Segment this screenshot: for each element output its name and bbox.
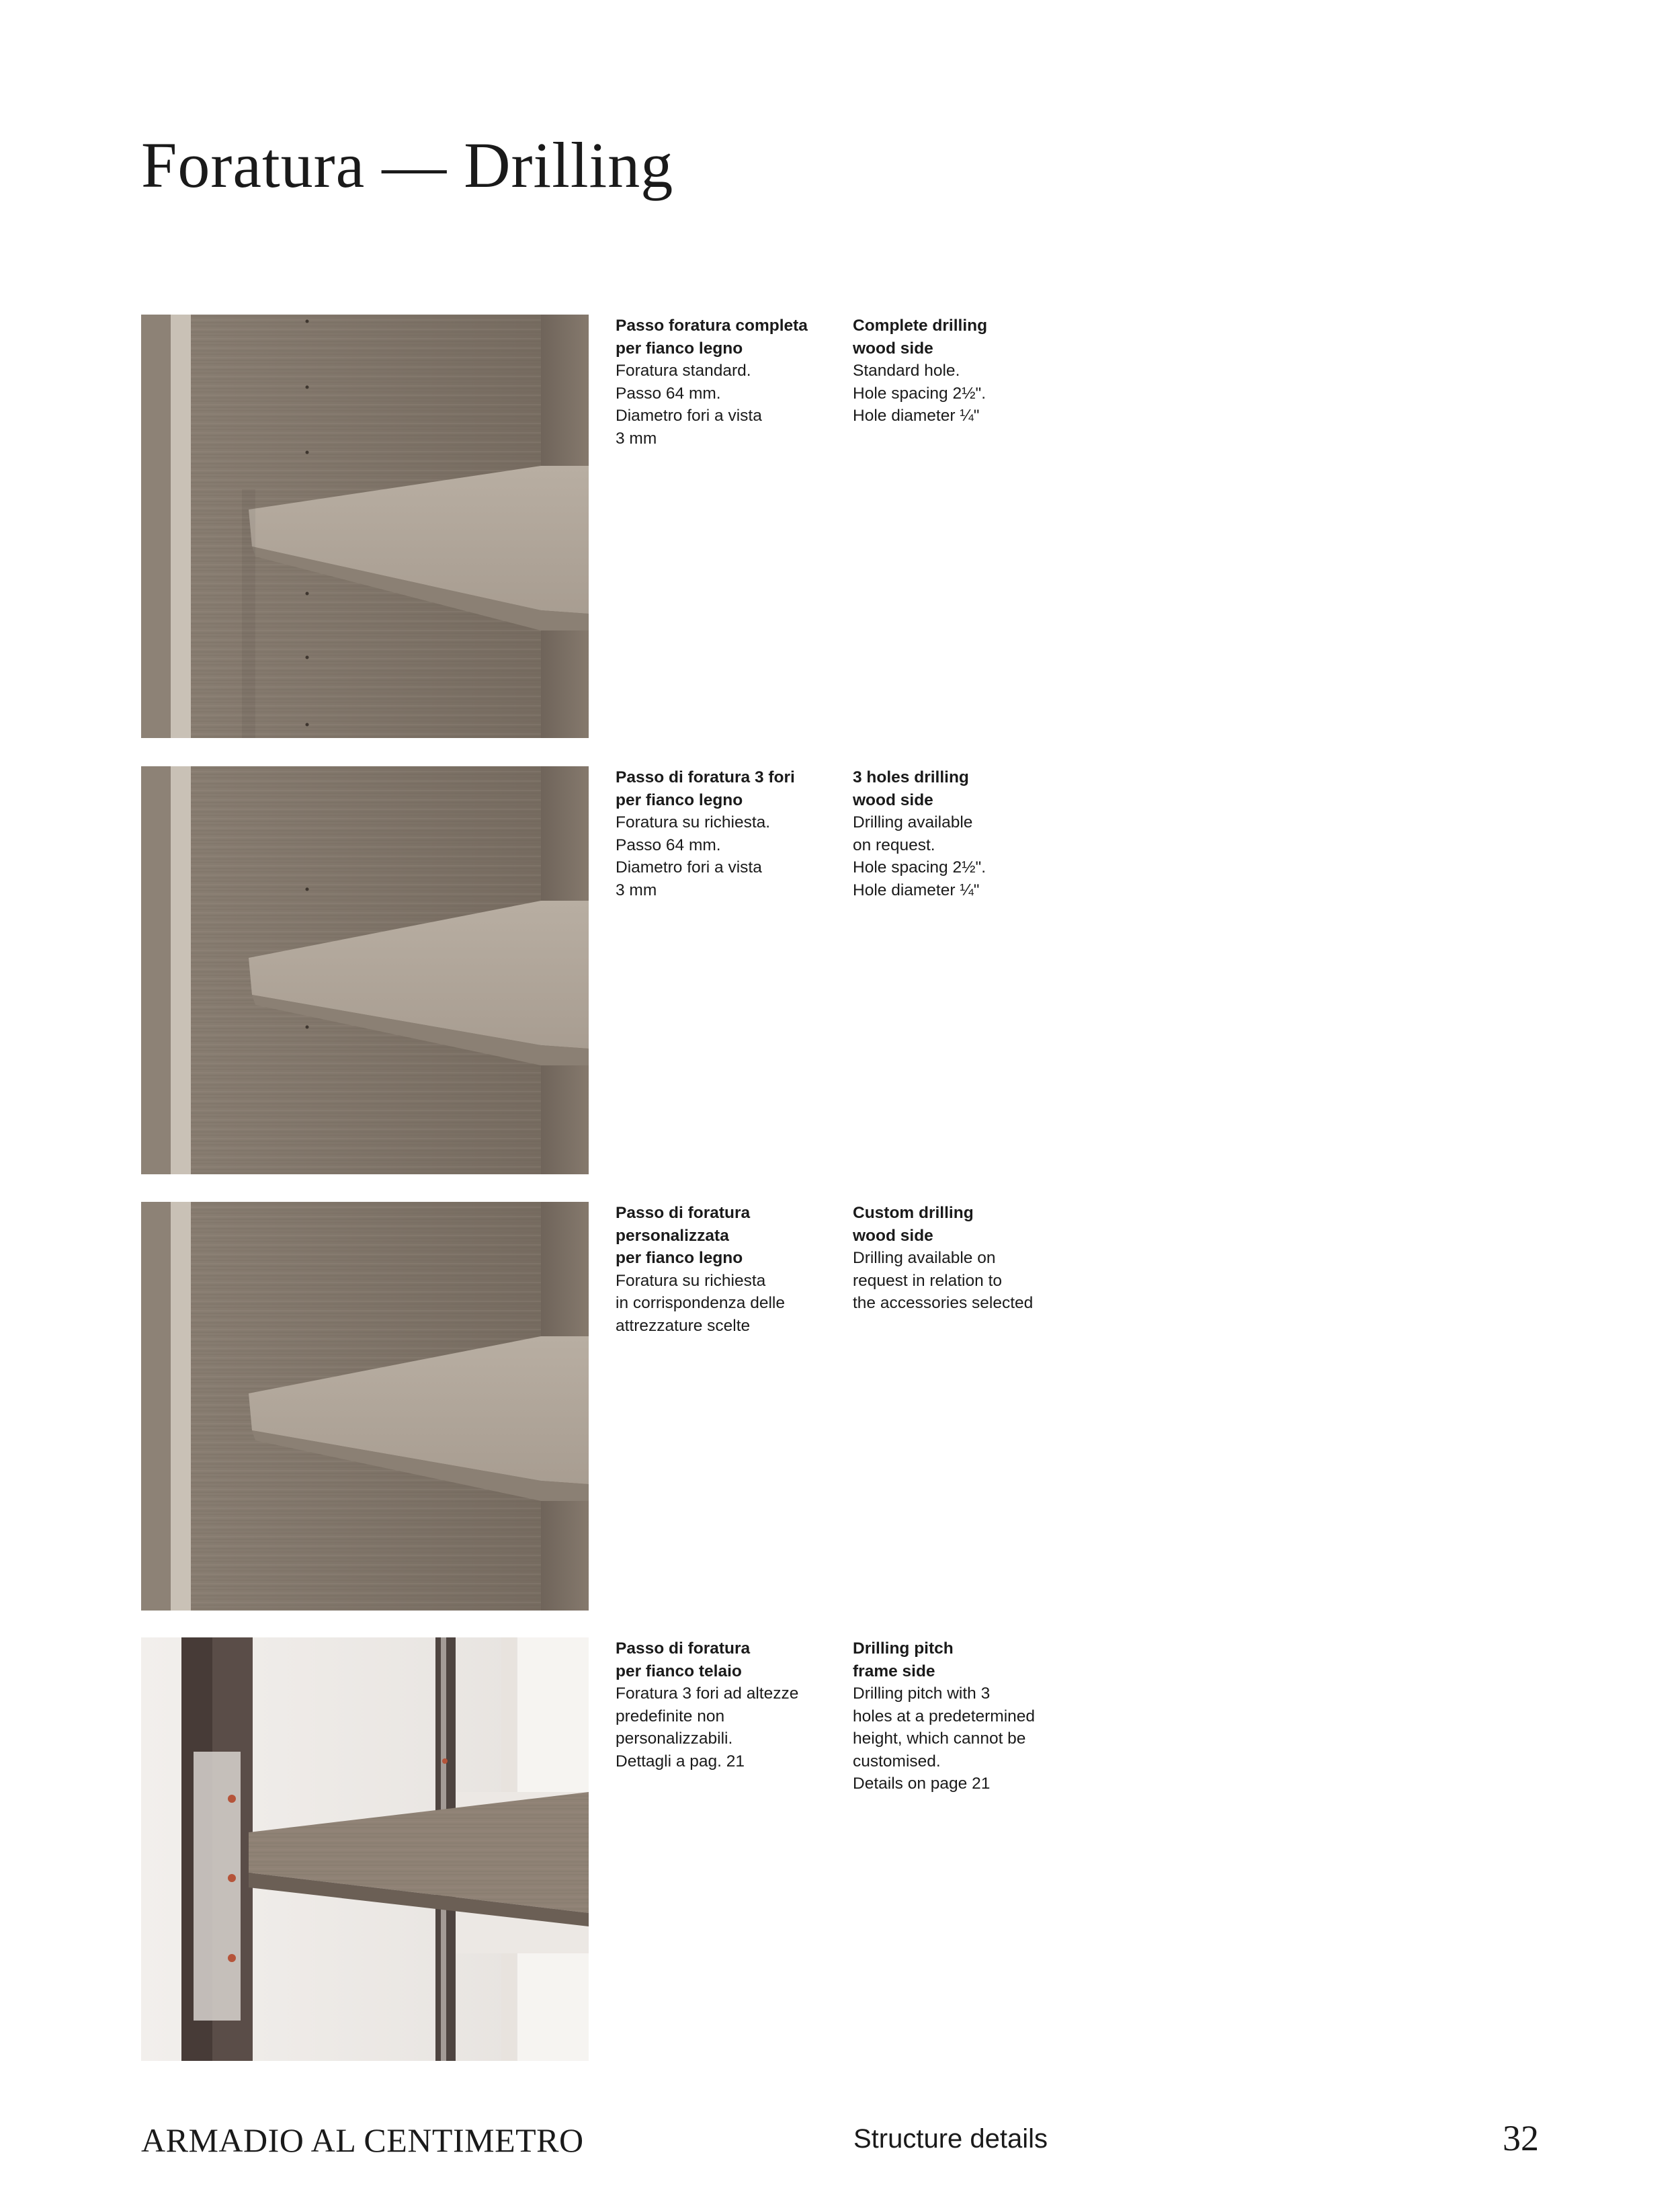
english-heading: 3 holes drilling wood side [853,768,969,809]
english-heading: Complete drilling wood side [853,317,988,358]
english-heading: Custom drilling wood side [853,1204,974,1245]
english-body: Drilling available on request. Hole spacing 2½". Hole diameter ¼" [853,813,986,899]
frame-side-drilling-photo [141,1637,589,2061]
english-description [853,766,1081,901]
wood-side-custom-drilling-photo [141,1202,589,1611]
footer-section-title: Structure details [853,2124,1048,2154]
wood-side-three-holes-photo [141,766,589,1174]
page-number: 32 [1503,2118,1539,2158]
italian-description [616,315,844,450]
english-description [853,1637,1081,1795]
italian-body: Foratura su richiesta in corrispondenza delle attrezzature scelte [616,1271,785,1335]
english-body: Standard hole. Hole spacing 2½". Hole diameter ¼" [853,362,986,425]
italian-description [616,766,844,901]
english-description [853,315,1081,428]
italian-heading: Passo foratura completa per fianco legno [616,317,808,358]
italian-heading: Passo di foratura personalizzata per fianco legno [616,1204,751,1267]
wood-side-complete-drilling-photo [141,315,589,738]
italian-heading: Passo di foratura 3 fori per fianco legno [616,768,795,809]
page-title: Foratura — Drilling [141,129,674,201]
english-description [853,1202,1081,1315]
italian-body: Foratura su richiesta. Passo 64 mm. Diametro fori a vista 3 mm [616,813,771,899]
italian-heading: Passo di foratura per fianco telaio [616,1639,751,1680]
italian-body: Foratura standard. Passo 64 mm. Diametro fori a vista 3 mm [616,362,762,448]
english-body: Drilling pitch with 3 holes at a predetermined height, which cannot be customised. Details on page 21 [853,1684,1036,1793]
english-body: Drilling available on request in relation to the accessories selected [853,1249,1034,1312]
english-heading: Drilling pitch frame side [853,1639,954,1680]
italian-description [616,1637,844,1773]
italian-body: Foratura 3 fori ad altezze predefinite non personalizzabili. Dettagli a pag. 21 [616,1684,799,1770]
footer-brand: ARMADIO AL CENTIMETRO [141,2121,584,2159]
italian-description [616,1202,844,1337]
